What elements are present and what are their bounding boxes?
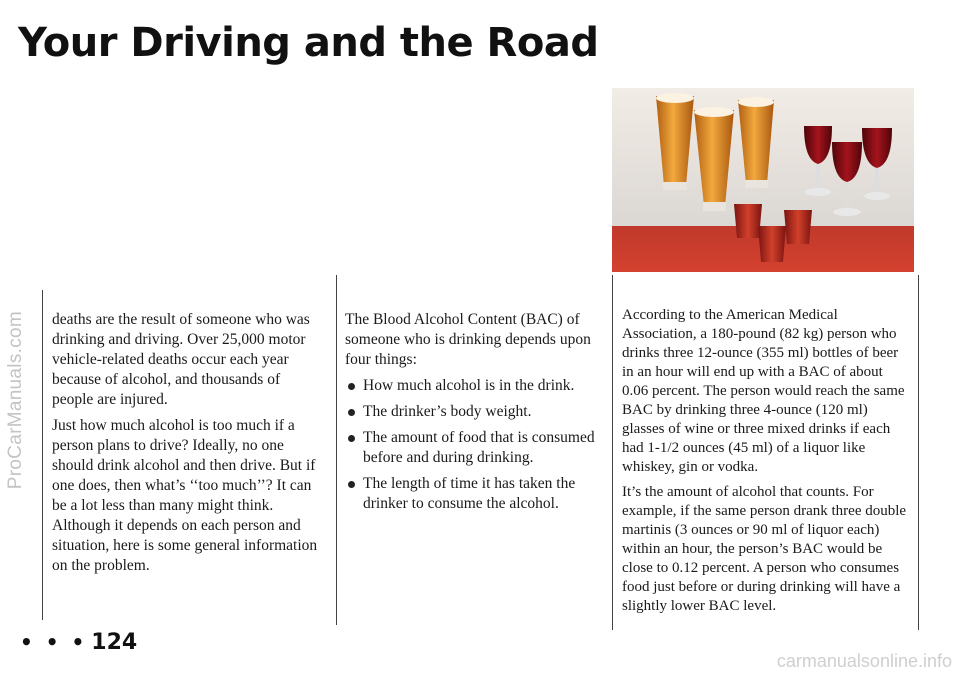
column-1 <box>52 310 324 582</box>
list-item: The length of time it has taken the drinker to consume the alcohol. <box>345 474 607 514</box>
column-divider-3 <box>918 275 919 630</box>
paragraph: According to the American Medical Association, a 180-pound (82 kg) person who drinks three 12-ounce (355 ml) bottles of beer in an hour will end up with a BAC of about 0.06 percent. The person would reach the same BAC by drinking three 4-ounce (120 ml) glasses of wine or three mixed drinks if each had 1-1/2 ounces (45 ml) of a liquor like whiskey, gin or vodka. <box>622 307 905 475</box>
bottom-watermark: carmanualsonline.info <box>776 651 952 671</box>
list-item: The drinker’s body weight. <box>345 402 607 422</box>
intro-paragraph: The Blood Alcohol Content (BAC) of someone who is drinking depends upon four things: <box>345 311 591 368</box>
page-number <box>20 630 137 655</box>
page-number-dots: • • • <box>20 630 88 654</box>
paragraph: deaths are the result of someone who was drinking and driving. Over 25,000 motor vehicle-related deaths occur each year because of alcohol, and thousands of people are injured. <box>52 311 310 408</box>
paragraph: Just how much alcohol is too much if a person plans to drive? Ideally, no one should drink alcohol and then drive. But if one does, then what’s ‘‘too much’’? It can be a lot less than many might think. Although it depends on each person and situation, here is some general information on the problem. <box>52 417 318 574</box>
list-item: The amount of food that is consumed before and during drinking. <box>345 428 607 468</box>
side-watermark <box>2 140 30 660</box>
list-item: How much alcohol is in the drink. <box>345 376 607 396</box>
side-watermark-text: ProCarManuals.com <box>5 310 26 490</box>
column-divider-1 <box>336 275 337 625</box>
drinks-photo <box>612 88 914 272</box>
column-3 <box>622 306 912 622</box>
drinks-photo-icon <box>612 88 914 272</box>
page-title: Your Driving and the Road <box>18 20 599 66</box>
left-margin-rule <box>42 290 43 620</box>
column-2 <box>345 310 607 520</box>
column-divider-2 <box>612 275 613 630</box>
paragraph: It’s the amount of alcohol that counts. For example, if the same person drank three double martinis (3 ounces or 90 ml of liquor each) within an hour, the person’s BAC would be close to 0.12 percent. A person who consumes food just before or during drinking will have a slightly lower BAC level. <box>622 484 907 614</box>
page-number-value: 124 <box>91 630 138 655</box>
bac-factors-list <box>345 376 607 514</box>
